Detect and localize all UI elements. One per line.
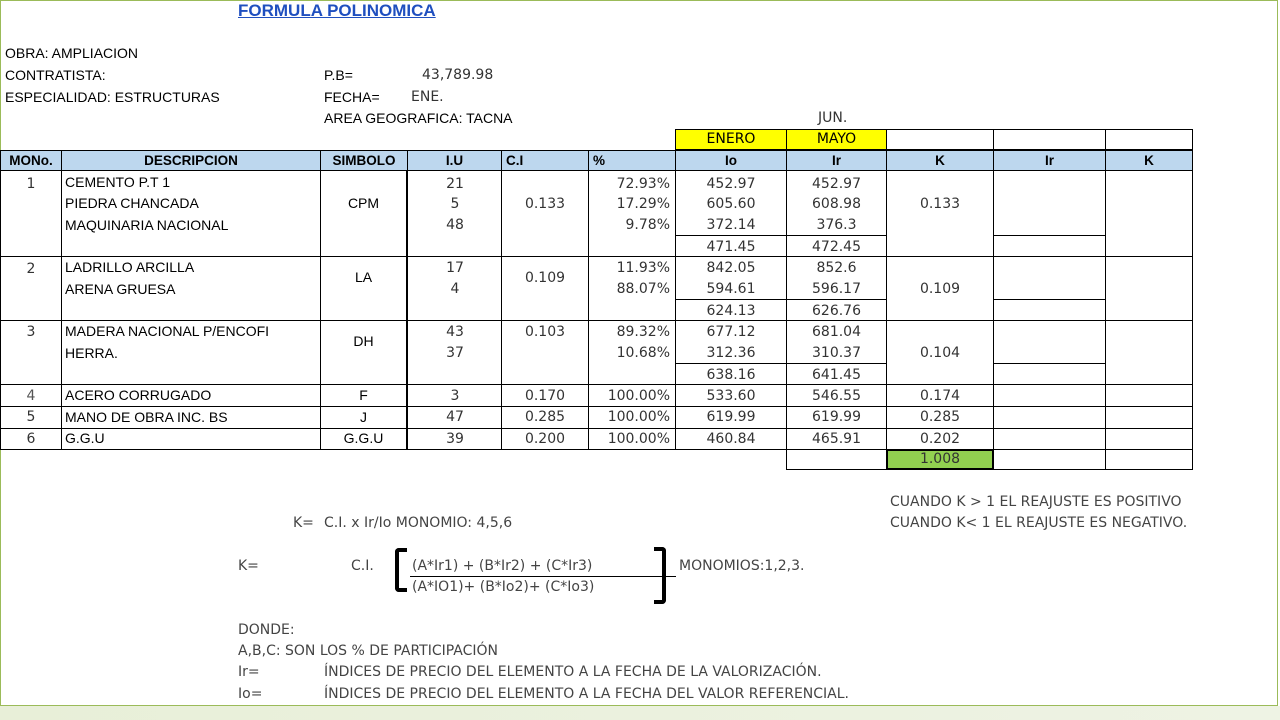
io-value: 677.12: [706, 324, 756, 340]
k-value: 0.202: [919, 431, 961, 447]
iu-value: 37: [446, 345, 464, 361]
jun-label: JUN.: [818, 110, 848, 126]
col-header-ir2: Ir: [993, 150, 1106, 171]
iu-value: 43: [446, 324, 464, 340]
iu-value: 21: [446, 176, 464, 192]
item-description: PIEDRA CHANCADA: [65, 195, 199, 211]
right-bracket: [654, 547, 666, 604]
formula1-expression: C.I. x Ir/Io MONOMIO: 4,5,6: [324, 515, 513, 531]
formula1-k-label: K=: [293, 515, 314, 531]
pct-value: 88.07%: [616, 281, 670, 297]
donde-io-label: Io=: [238, 686, 263, 702]
item-description: G.G.U: [65, 430, 105, 446]
io-total: 471.45: [706, 239, 756, 255]
col-header-pct: %: [588, 150, 676, 171]
ir-value: 452.97: [812, 176, 861, 192]
ir-value: 376.3: [816, 217, 857, 233]
simbolo: J: [360, 409, 367, 425]
io-value: 533.60: [706, 388, 756, 404]
ci-value: 0.200: [524, 431, 566, 447]
item-description: CEMENTO P.T 1: [65, 174, 171, 190]
pct-value: 100.00%: [607, 431, 670, 447]
ir-value: 546.55: [812, 388, 861, 404]
ir-value: 465.91: [812, 431, 861, 447]
ir-value: 608.98: [812, 196, 861, 212]
k-value: 0.285: [919, 409, 961, 425]
col-header-iu: I.U: [407, 150, 502, 171]
donde-ir-definition: ÍNDICES DE PRECIO DEL ELEMENTO A LA FECHA DE LA VALORIZACIÓN.: [324, 664, 822, 680]
item-description: MADERA NACIONAL P/ENCOFI: [65, 323, 270, 339]
mono-number: 3: [26, 324, 36, 340]
blank-header-k2: [1105, 129, 1193, 150]
io-value: 460.84: [706, 431, 756, 447]
bottom-band: [0, 706, 1280, 720]
donde-abc: A,B,C: SON LOS % DE PARTICIPACIÓN: [238, 643, 499, 659]
fraction-bar: [410, 576, 676, 577]
note-k-negative: CUANDO K< 1 EL REAJUSTE ES NEGATIVO.: [890, 515, 1188, 531]
month-mayo: MAYO: [786, 129, 887, 150]
formula2-denominator: (A*IO1)+ (B*Io2)+ (C*Io3): [412, 579, 595, 595]
mono-number: 5: [26, 409, 36, 425]
mono-number: 1: [26, 176, 36, 192]
simbolo: DH: [353, 333, 374, 349]
donde-title: DONDE:: [238, 622, 295, 638]
ir-total: 626.76: [812, 303, 861, 319]
k-value: 0.109: [919, 281, 961, 297]
pct-value: 100.00%: [607, 409, 670, 425]
especialidad-label: ESPECIALIDAD: ESTRUCTURAS: [5, 89, 220, 105]
simbolo: G.G.U: [343, 430, 384, 446]
formula2-ci: C.I.: [351, 558, 374, 574]
col-header-io: Io: [675, 150, 787, 171]
iu-value: 3: [450, 388, 460, 404]
iu-value: 5: [450, 196, 460, 212]
io-total: 638.16: [706, 367, 756, 383]
left-bracket: [395, 548, 407, 592]
ir-value: 619.99: [812, 409, 861, 425]
blank-header-ir: [993, 129, 1106, 150]
obra-label: OBRA: AMPLIACION: [5, 45, 139, 61]
item-description: ARENA GRUESA: [65, 281, 176, 297]
io-value: 312.36: [706, 345, 756, 361]
col-header-ir: Ir: [786, 150, 887, 171]
formula2-monomios: MONOMIOS:1,2,3.: [679, 558, 805, 574]
ci-value: 0.109: [524, 270, 566, 286]
ci-value: 0.133: [524, 196, 566, 212]
ci-value: 0.285: [524, 409, 566, 425]
total-k-cell: 1.008: [887, 450, 993, 469]
pct-value: 100.00%: [607, 388, 670, 404]
donde-ir-label: Ir=: [238, 664, 260, 680]
mono-number: 6: [26, 431, 36, 447]
k-value: 0.133: [919, 196, 961, 212]
item-description: MANO DE OBRA INC. BS: [65, 409, 228, 425]
pct-value: 10.68%: [616, 345, 670, 361]
mono-number: 4: [26, 388, 36, 404]
io-value: 605.60: [706, 196, 756, 212]
donde-io-definition: ÍNDICES DE PRECIO DEL ELEMENTO A LA FECHA DEL VALOR REFERENCIAL.: [324, 686, 850, 702]
pb-label: P.B=: [324, 67, 353, 83]
pb-value: 43,789.98: [422, 67, 494, 83]
pct-value: 89.32%: [616, 324, 670, 340]
item-description: HERRA.: [65, 345, 118, 361]
item-description: ACERO CORRUGADO: [65, 387, 212, 403]
io-value: 372.14: [706, 217, 756, 233]
page-title: FORMULA POLINOMICA: [238, 1, 436, 20]
ir-total: 472.45: [812, 239, 861, 255]
pct-value: 17.29%: [616, 196, 670, 212]
blank-header-k: [886, 129, 994, 150]
ir-value: 681.04: [812, 324, 861, 340]
io-total: 624.13: [706, 303, 756, 319]
iu-value: 17: [446, 260, 464, 276]
month-enero: ENERO: [675, 129, 787, 150]
fecha-value: ENE.: [411, 89, 444, 105]
col-header-k: K: [886, 150, 994, 171]
ci-value: 0.170: [524, 388, 566, 404]
ir-value: 852.6: [816, 260, 857, 276]
ir-total: 641.45: [812, 367, 861, 383]
ci-value: 0.103: [524, 324, 566, 340]
k-value: 0.104: [919, 345, 961, 361]
k-value: 0.174: [919, 388, 961, 404]
iu-value: 47: [446, 409, 464, 425]
io-value: 594.61: [706, 281, 756, 297]
iu-value: 39: [446, 431, 464, 447]
fecha-label: FECHA=: [324, 89, 380, 105]
io-value: 452.97: [706, 176, 756, 192]
formula2-numerator: (A*Ir1) + (B*Ir2) + (C*Ir3): [412, 558, 593, 574]
mono-number: 2: [26, 261, 36, 277]
col-header-k2: K: [1105, 150, 1193, 171]
io-value: 842.05: [706, 260, 756, 276]
col-header-descripcion: DESCRIPCION: [61, 150, 321, 171]
ir-value: 596.17: [812, 281, 861, 297]
pct-value: 9.78%: [625, 217, 670, 233]
col-header-simbolo: SIMBOLO: [320, 150, 408, 171]
iu-value: 48: [446, 217, 464, 233]
col-header-mono: MONo.: [0, 150, 62, 171]
ir-value: 310.37: [812, 345, 861, 361]
simbolo: F: [359, 387, 368, 403]
note-k-positive: CUANDO K > 1 EL REAJUSTE ES POSITIVO: [890, 494, 1182, 510]
simbolo: LA: [354, 269, 373, 285]
simbolo: CPM: [347, 195, 380, 211]
col-header-ci: C.I: [501, 150, 589, 171]
iu-value: 4: [450, 281, 460, 297]
item-description: MAQUINARIA NACIONAL: [65, 217, 229, 233]
area-label: AREA GEOGRAFICA: TACNA: [324, 110, 513, 126]
formula2-k-label: K=: [238, 558, 259, 574]
item-description: LADRILLO ARCILLA: [65, 259, 195, 275]
contratista-label: CONTRATISTA:: [5, 67, 106, 83]
pct-value: 11.93%: [616, 260, 670, 276]
pct-value: 72.93%: [616, 176, 670, 192]
io-value: 619.99: [706, 409, 756, 425]
